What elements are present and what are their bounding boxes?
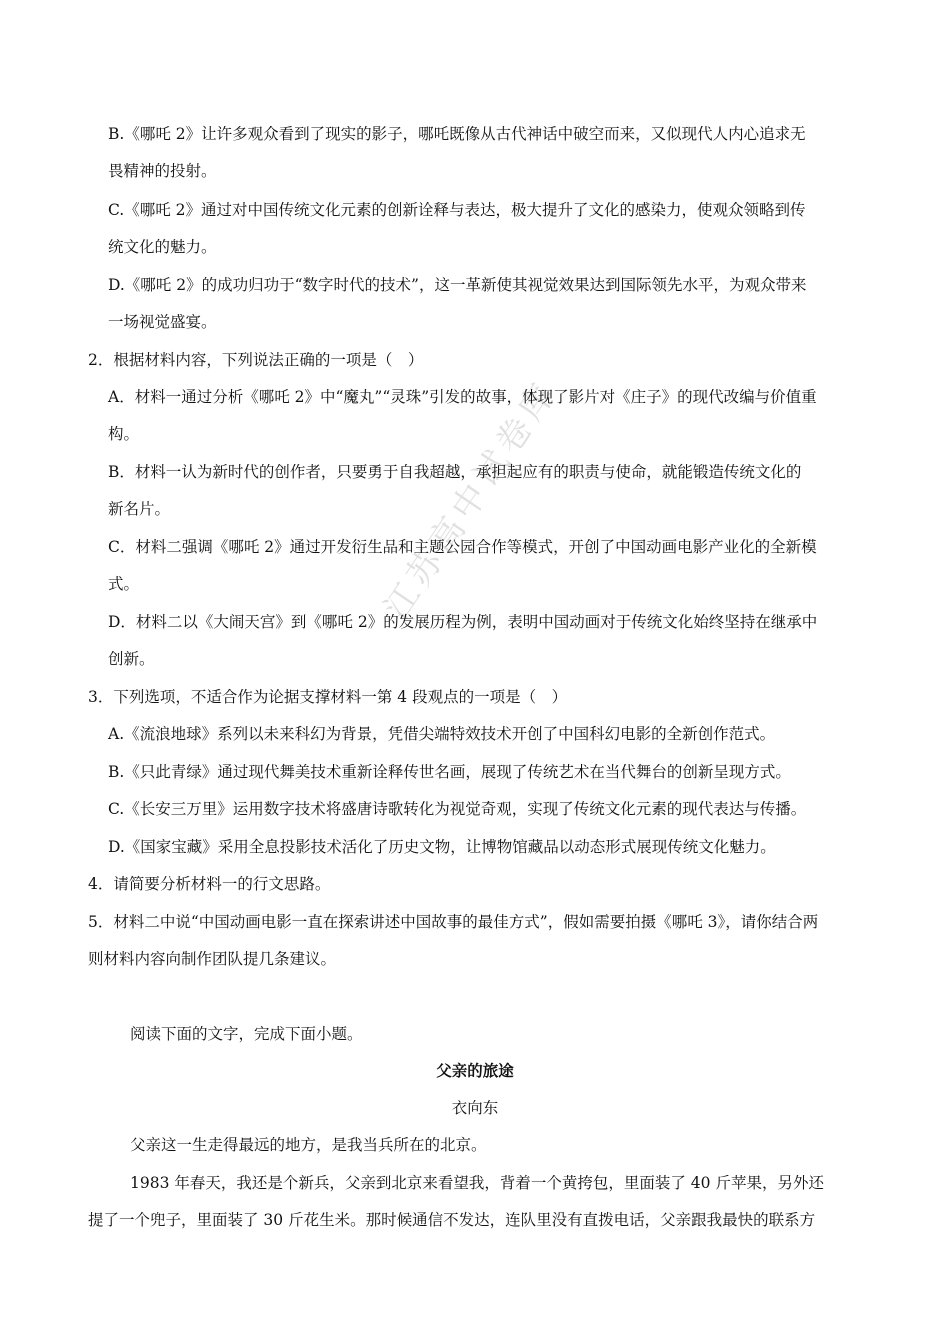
q2-option-a-line1: A．材料一通过分析《哪吒 2》中“魔丸”“灵珠”引发的故事，体现了影片对《庄子》的现代改编与价值重: [108, 388, 817, 406]
q2-option-a-line2: 构。: [108, 425, 140, 443]
q2-option-b-line2: 新名片。: [108, 500, 171, 518]
passage-title: 父亲的旅途: [436, 1061, 514, 1080]
q3-option-b: B.《只此青绿》通过现代舞美技术重新诠释传世名画，展现了传统艺术在当代舞台的创新呈现方式。: [108, 763, 791, 781]
q1-option-b-line1: B.《哪吒 2》让许多观众看到了现实的影子，哪吒既像从古代神话中破空而来，又似现代人内心追求无: [108, 125, 806, 143]
q2-option-c-line1: C．材料二强调《哪吒 2》通过开发衍生品和主题公园合作等模式，开创了中国动画电影产业化的全新模: [108, 538, 817, 556]
reading-intro: 阅读下面的文字，完成下面小题。: [130, 1025, 363, 1043]
q2-option-d-line2: 创新。: [108, 650, 155, 668]
q5-stem-line2: 则材料内容向制作团队提几条建议。: [88, 950, 337, 968]
q1-option-c-line1: C.《哪吒 2》通过对中国传统文化元素的创新诠释与表达，极大提升了文化的感染力，使观众领略到传: [108, 201, 806, 219]
q1-option-c-line2: 统文化的魅力。: [108, 238, 217, 256]
q1-option-b-line2: 畏精神的投射。: [108, 162, 217, 180]
q1-option-d-line1: D.《哪吒 2》的成功归功于“数字时代的技术”，这一革新使其视觉效果达到国际领先水平，为观众带来: [108, 276, 807, 294]
q3-option-d: D.《国家宝藏》采用全息投影技术活化了历史文物，让博物馆藏品以动态形式展现传统文化魅力。: [108, 838, 776, 856]
q3-option-c: C.《长安三万里》运用数字技术将盛唐诗歌转化为视觉奇观，实现了传统文化元素的现代表达与传播。: [108, 800, 807, 818]
q2-option-c-line2: 式。: [108, 575, 140, 593]
passage-paragraph-2-line2: 提了一个兜子，里面装了 30 斤花生米。那时候通信不发达，连队里没有直拨电话，父亲跟我最快的联系方: [88, 1211, 816, 1229]
q5-stem-line1: 5．材料二中说“中国动画电影一直在探索讲述中国故事的最佳方式”，假如需要拍摄《哪吒 3》，请你结合两: [88, 913, 819, 931]
q4-stem: 4．请简要分析材料一的行文思路。: [88, 875, 331, 893]
q1-option-d-line2: 一场视觉盛宴。: [108, 313, 217, 331]
q2-stem: 2．根据材料内容，下列说法正确的一项是（ ）: [88, 351, 424, 369]
q3-option-a: A.《流浪地球》系列以未来科幻为背景，凭借尖端特效技术开创了中国科幻电影的全新创作范式。: [108, 725, 776, 743]
q2-option-b-line1: B．材料一认为新时代的创作者，只要勇于自我超越，承担起应有的职责与使命，就能锻造传统文化的: [108, 463, 802, 481]
passage-author: 衣向东: [451, 1099, 499, 1117]
q3-stem: 3．下列选项，不适合作为论据支撑材料一第 4 段观点的一项是（ ）: [88, 688, 568, 706]
q2-option-d-line1: D．材料二以《大闹天宫》到《哪吒 2》的发展历程为例，表明中国动画对于传统文化始终坚持在继承中: [108, 613, 818, 631]
watermark: 江苏高中试卷库: [376, 372, 567, 627]
passage-paragraph-1: 父亲这一生走得最远的地方，是我当兵所在的北京。: [130, 1136, 487, 1154]
passage-paragraph-2-line1: 1983 年春天，我还是个新兵，父亲到北京来看望我，背着一个黄挎包，里面装了 40 斤苹果，另外还: [130, 1174, 824, 1192]
